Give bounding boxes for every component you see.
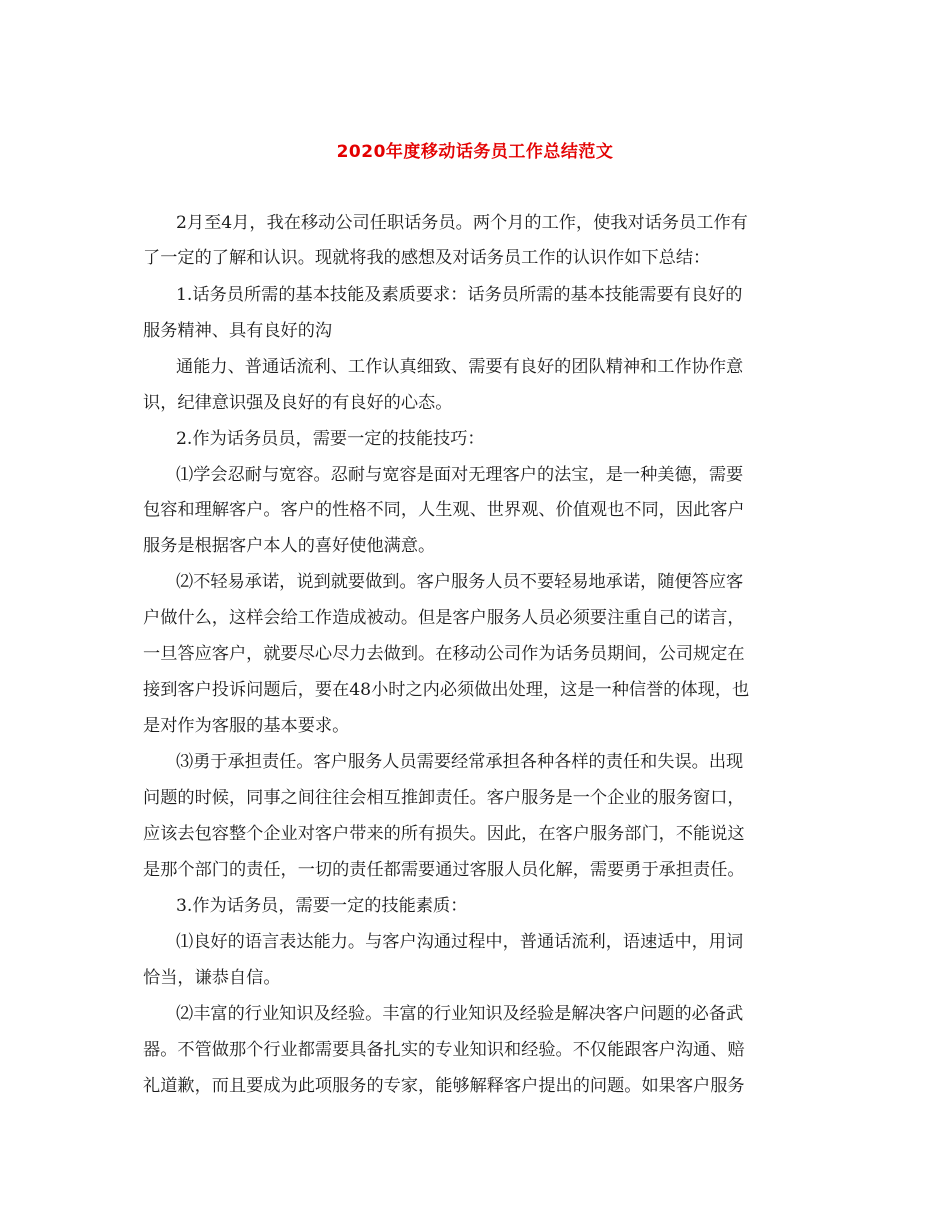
paragraph-line: 接到客户投诉问题后，要在48小时之内必须做出处理，这是一种信誉的体现，也 [143, 680, 750, 700]
paragraph-line: 恰当，谦恭自信。 [143, 968, 281, 988]
paragraph-line: 礼道歉，而且要成为此项服务的专家，能够解释客户提出的问题。如果客户服务 [143, 1076, 745, 1096]
paragraph-line: 2月至4月，我在移动公司任职话务员。两个月的工作，使我对话务员工作有 [176, 213, 748, 233]
paragraph-line: 服务是根据客户本人的喜好使他满意。 [143, 536, 436, 556]
paragraph-line: 1.话务员所需的基本技能及素质要求：话务员所需的基本技能需要有良好的 [176, 285, 743, 305]
paragraph-line: 应该去包容整个企业对客户带来的所有损失。因此，在客户服务部门，不能说这 [143, 824, 745, 844]
paragraph-line: 3.作为话务员，需要一定的技能素质： [176, 896, 468, 916]
paragraph-line: 户做什么，这样会给工作造成被动。但是客户服务人员必须要注重自己的诺言， [143, 608, 745, 628]
paragraph-line: ⑴学会忍耐与宽容。忍耐与宽容是面对无理客户的法宝，是一种美德，需要 [176, 465, 744, 485]
paragraph-line: ⑵不轻易承诺，说到就要做到。客户服务人员不要轻易地承诺，随便答应客 [176, 572, 744, 592]
paragraph-line: 识，纪律意识强及良好的有良好的心态。 [143, 393, 453, 413]
paragraph-line: 通能力、普通话流利、工作认真细致、需要有良好的团队精神和工作协作意 [176, 357, 744, 377]
paragraph-line: 2.作为话务员员，需要一定的技能技巧： [176, 429, 485, 449]
paragraph-line: ⑶勇于承担责任。客户服务人员需要经常承担各种各样的责任和失误。出现 [176, 752, 744, 772]
paragraph-line: 是对作为客服的基本要求。 [143, 716, 350, 736]
paragraph-line: ⑴良好的语言表达能力。与客户沟通过程中，普通话流利，语速适中，用词 [176, 932, 744, 952]
paragraph-line: 是那个部门的责任，一切的责任都需要通过客服人员化解，需要勇于承担责任。 [143, 860, 745, 880]
paragraph-line: 服务精神、具有良好的沟 [143, 321, 333, 341]
paragraph-line: ⑵丰富的行业知识及经验。丰富的行业知识及经验是解决客户问题的必备武 [176, 1004, 744, 1024]
paragraph-line: 了一定的了解和认识。现就将我的感想及对话务员工作的认识作如下总结： [143, 248, 711, 268]
paragraph-line: 问题的时候，同事之间往往会相互推卸责任。客户服务是一个企业的服务窗口， [143, 788, 745, 808]
document-title: 2020年度移动话务员工作总结范文 [336, 142, 614, 162]
paragraph-line: 包容和理解客户。客户的性格不同，人生观、世界观、价值观也不同，因此客户 [143, 500, 745, 520]
paragraph-line: 器。不管做那个行业都需要具备扎实的专业知识和经验。不仅能跟客户沟通、赔 [143, 1040, 745, 1060]
paragraph-line: 一旦答应客户，就要尽心尽力去做到。在移动公司作为话务员期间，公司规定在 [143, 644, 745, 664]
